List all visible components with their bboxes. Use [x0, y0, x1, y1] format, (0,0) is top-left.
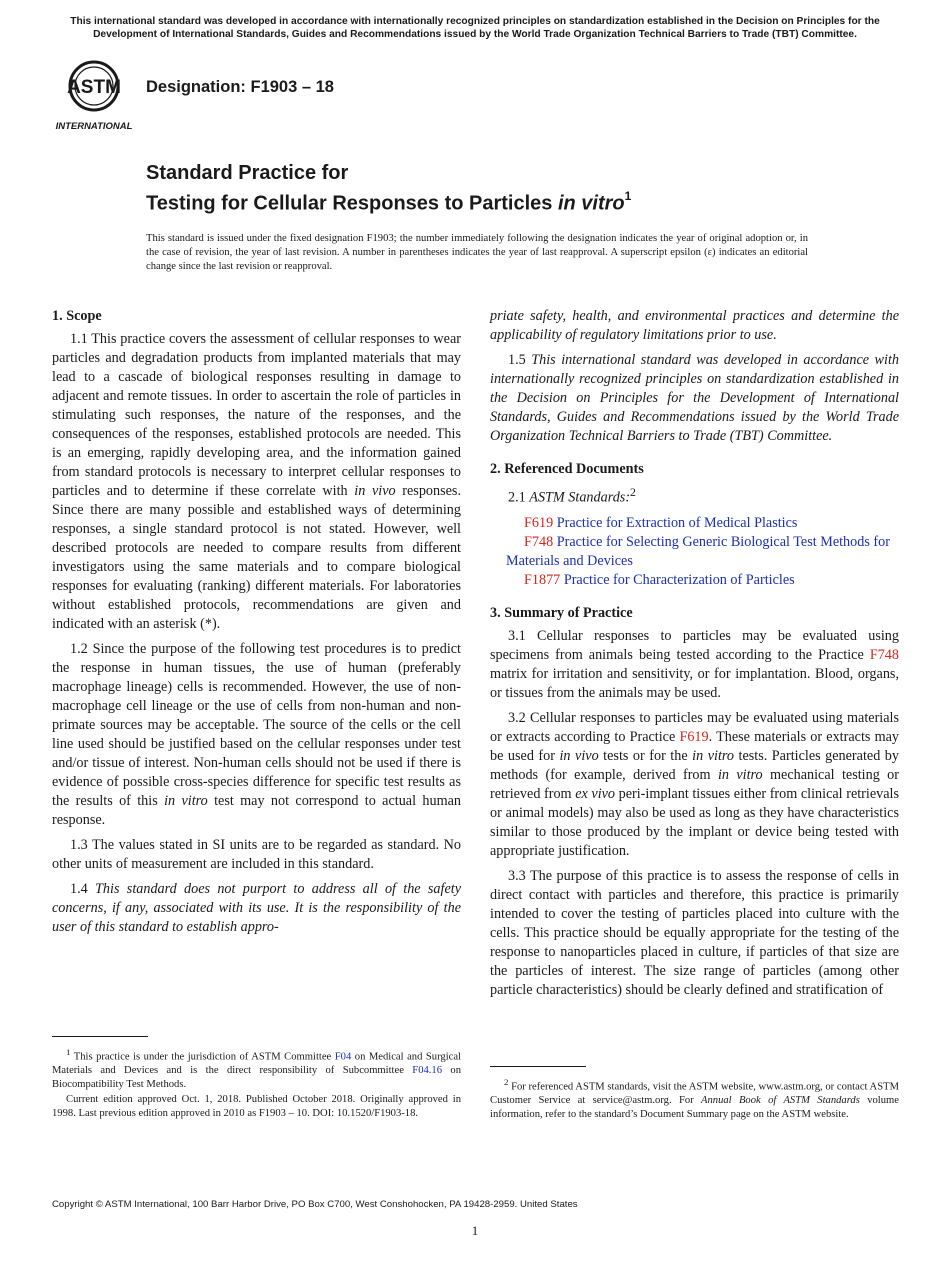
- title-line-2: Testing for Cellular Responses to Particles in vitro$^1$: [146, 189, 632, 215]
- footnote-rule-left: [52, 1036, 148, 1037]
- header-notice: This international standard was developed in accordance with internationally recognized principles on standardization established in the Decision on Principles for the Development of International Standards, Guides and Recommendations issued by the World Trade Organization Technical Barriers to Trade (TBT) Committee.: [70, 16, 880, 40]
- designation: Designation: F1903 – 18: [146, 78, 334, 96]
- reference-f1877[interactable]: F1877 Practice for Characterization of Particles: [524, 571, 795, 588]
- footnote-rule-right: [490, 1066, 586, 1067]
- footnote-1: $^1$ This practice is under the jurisdiction of ASTM Committee F04 on Medical and Surgical Materials and Devices and is the direct responsibility of Subcommittee F04.16 on Biocompatibility Test Methods. Current edition approved Oct. 1, 2018. Published October 2018. Originally approved in 1998. Last previous edition approved in 2010 as F1903 – 10. DOI: 10.1520/F1903-18.: [52, 1047, 461, 1119]
- paragraph-3-3: 3.3 The purpose of this practice is to assess the response of cells in direct contact with particles and therefore, this practice is primarily intended to cover the testing of particles placed into culture with the cells. This practice should be equally appropriate for the testing of the response to nanoparticles placed in culture, if particles of that size are the particles of interest. The size range of particles (among other particle characteristics) should be clearly defined and stratification of: [490, 867, 899, 998]
- link-f04-16[interactable]: F04.16: [412, 1065, 443, 1077]
- link-f748[interactable]: F748: [869, 646, 899, 663]
- logo-sub: INTERNATIONAL: [55, 121, 133, 132]
- paragraph-1-1: 1.1 This practice covers the assessment of cellular responses to wear particles and degradation products from implanted materials that may lead to a cascade of biological responses resulting in damage to adjacent and remote tissues. In order to ascertain the role of particles in stimulating such responses, the nature of the responses, and the consequences of the responses, established protocols are needed. This is an emerging, rapidly developing area, and the information gained from standard protocols is necessary to interpret cellular responses to particles and to determine if these correlate with in vivo responses. Since there are many possible and established ways of determining responses, a single standard protocol is not stated. However, well described protocols are needed to compare results from different investigators using the same materials and to compare biological responses for evaluating (ranking) different materials. For laboratories without established protocols, recommendations are given and indicated with an asterisk (*).: [52, 331, 461, 632]
- section-heading-scope: 1. Scope: [52, 308, 102, 324]
- link-f04[interactable]: F04: [334, 1051, 352, 1063]
- reference-f619[interactable]: F619 Practice for Extraction of Medical Plastics: [524, 514, 798, 531]
- paragraph-1-4: 1.4 This standard does not purport to address all of the safety concerns, if any, associated with its use. It is the responsibility of the user of this standard to establish appro-: [52, 881, 461, 935]
- title-line-1: Standard Practice for: [146, 162, 349, 184]
- paragraph-3-1: 3.1 Cellular responses to particles may be evaluated using specimens from animals being tested according to the Practice F748 matrix for irritation and sensitivity, or for implantation. Blood, organs, or tissues from the animals may be used.: [490, 627, 899, 701]
- paragraph-1-2: 1.2 Since the purpose of the following test procedures is to predict the response in human tissues, the use of human (preferably macrophage lineage) cells is recommended. However, the use of non-macrophage cell lineage or the use of cells from non-human and non-primate sources may be acceptable. The source of the cells or the cell line used should be justified based on the cellular responses under test and/or tissue of interest. Non-human cells should not be used if there is evidence of possible cross-species difference for specific test results as the results of this in vitro test may not correspond to actual human response.: [52, 641, 461, 828]
- paragraph-3-2: 3.2 Cellular responses to particles may be evaluated using materials or extracts according to Practice F619. These materials or extracts may be used for in vivo tests or for the in vitro tests. Particles generated by methods (for example, derived from in vitro mechanical testing or retrieved from ex vivo peri-implant tissues either from clinical retrievals or animal models) may also be used as long as they have characteristics similar to those produced by the implant or device being tested with appropriate justification.: [490, 709, 899, 859]
- page-title: [146, 161, 631, 217]
- right-column: [490, 307, 899, 1000]
- copyright: Copyright © ASTM International, 100 Barr Harbor Drive, PO Box C700, West Conshohocken, PA 19428-2959. United States: [52, 1199, 578, 1210]
- paragraph-2-1: 2.1 ASTM Standards:$^2$: [508, 485, 636, 506]
- astm-logo: [52, 56, 136, 132]
- footnote-2: $^2$ For referenced ASTM standards, visit the ASTM website, www.astm.org, or contact ASTM Customer Service at service@astm.org. For Annual Book of ASTM Standards volume information, refer to the standard’s Document Summary page on the ASTM website.: [490, 1077, 899, 1120]
- paragraph-1-4-continued: priate safety, health, and environmental practices and determine the applicability of regulatory limitations prior to use.: [490, 308, 899, 343]
- page-number: 1: [471, 1223, 479, 1238]
- logo-mark: ASTM: [67, 77, 121, 98]
- section-heading-referenced: 2. Referenced Documents: [490, 461, 644, 477]
- paragraph-1-5: 1.5 This international standard was developed in accordance with internationally recognized principles on standardization established in the Decision on Principles for the Development of International Standards, Guides and Recommendations issued by the World Trade Organization Technical Barriers to Trade (TBT) Committee.: [490, 352, 899, 444]
- preamble: This standard is issued under the fixed designation F1903; the number immediately following the designation indicates the year of original adoption or, in the case of revision, the year of last revision. A number in parentheses indicates the year of last reapproval. A superscript epsilon (ε) indicates an editorial change since the last revision or reapproval.: [146, 233, 808, 272]
- left-column: [52, 307, 461, 937]
- link-f619[interactable]: F619: [679, 728, 709, 745]
- reference-f748[interactable]: F748 Practice for Selecting Generic Biological Test Methods for Materials and Devices: [506, 533, 890, 569]
- paragraph-1-3: 1.3 The values stated in SI units are to be regarded as standard. No other units of measurement are included in this standard.: [52, 837, 461, 872]
- section-heading-summary: 3. Summary of Practice: [490, 604, 633, 621]
